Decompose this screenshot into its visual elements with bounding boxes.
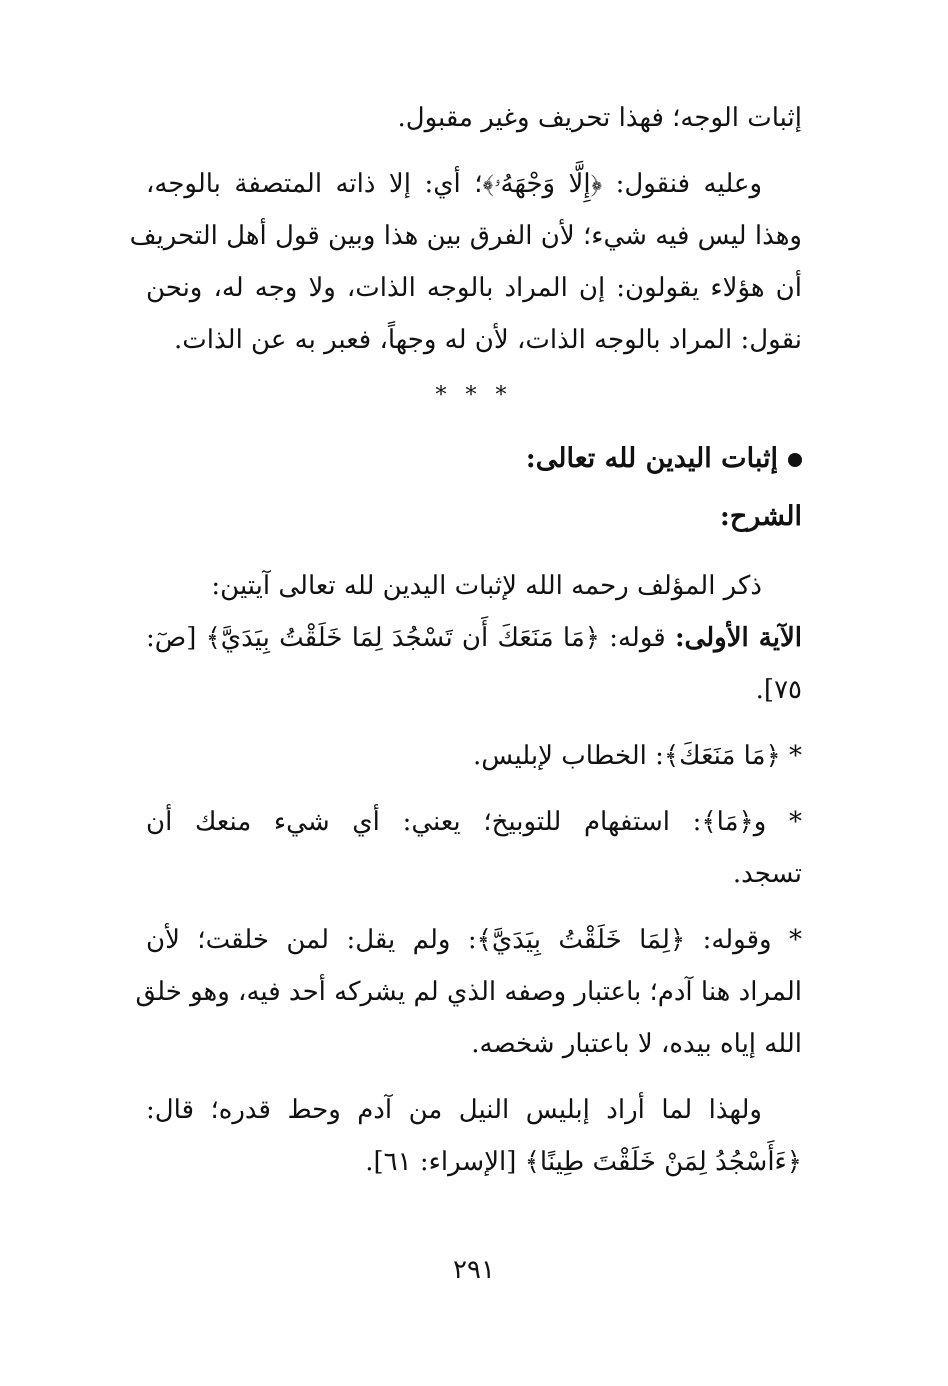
text-line-2: وعليه فنقول: ﴿إِلَّا وَجْهَهُۥ﴾؛ أي: إلا ذاته المتصفة بالوجه،: [146, 169, 762, 199]
final-line-2: ﴿ءَأَسْجُدُ لِمَنْ خَلَقْتَ طِينًا﴾ [الإسراء: ٦١].: [365, 1147, 802, 1177]
verse1-label: الآية الأولى:: [674, 623, 802, 653]
bullet-icon: [788, 453, 802, 467]
note-1: * ﴿مَا مَنَعَكَ﴾: الخطاب لإبليس.: [473, 741, 802, 771]
verse1-line-1: [146, 612, 802, 664]
text-line-5: نقول: المراد بالوجه الذات، لأن له وجهاً، فعبر به عن الذات.: [174, 325, 802, 355]
text-line-4: أن هؤلاء يقولون: إن المراد بالوجه الذات، ولا وجه له، ونحن: [146, 273, 802, 303]
note-2-line-1: * و﴿مَا﴾: استفهام للتوبيخ؛ يعني: أي شيء منعك أن: [146, 807, 802, 837]
note-3-line-3: الله إياه بيده، لا باعتبار شخصه.: [471, 1029, 802, 1059]
paragraph-gap: [146, 546, 802, 560]
section-heading: [146, 430, 802, 488]
paragraph-gap: [146, 144, 802, 158]
paragraph-gap: [146, 900, 802, 914]
page-number: ٢٩١: [453, 1255, 495, 1285]
text-line-3: وهذا ليس فيه شيء؛ لأن الفرق بين هذا وبين قول أهل التحريف: [129, 221, 802, 251]
text-line-1: إثبات الوجه؛ فهذا تحريف وغير مقبول.: [397, 103, 802, 133]
intro-line: ذكر المؤلف رحمه الله لإثبات اليدين لله تعالى آيتين:: [211, 571, 762, 601]
verse1-text: قوله: ﴿مَا مَنَعَكَ أَن تَسْجُدَ لِمَا خَلَقْتُ بِيَدَيَّ﴾ [صٓ:: [146, 623, 666, 653]
paragraph-gap: [146, 1070, 802, 1084]
note-3-line-2: المراد هنا آدم؛ باعتبار وصفه الذي لم يشركه أحد فيه، وهو خلق: [135, 977, 802, 1007]
paragraph-gap: [146, 716, 802, 730]
paragraph-gap: [146, 782, 802, 796]
section-separator: * * *: [435, 383, 513, 408]
sharh-label: الشرح:: [719, 501, 802, 532]
final-line-1: ولهذا لما أراد إبليس النيل من آدم وحط قدره؛ قال:: [146, 1095, 762, 1125]
note-2-line-2: تسجد.: [732, 859, 802, 889]
section-heading-text: إثبات اليدين لله تعالى:: [525, 443, 778, 474]
verse1-line-2: ٧٥].: [755, 675, 802, 705]
note-3-line-1: * وقوله: ﴿لِمَا خَلَقْتُ بِيَدَيَّ﴾: ولم يقل: لمن خلقت؛ لأن: [146, 925, 802, 955]
